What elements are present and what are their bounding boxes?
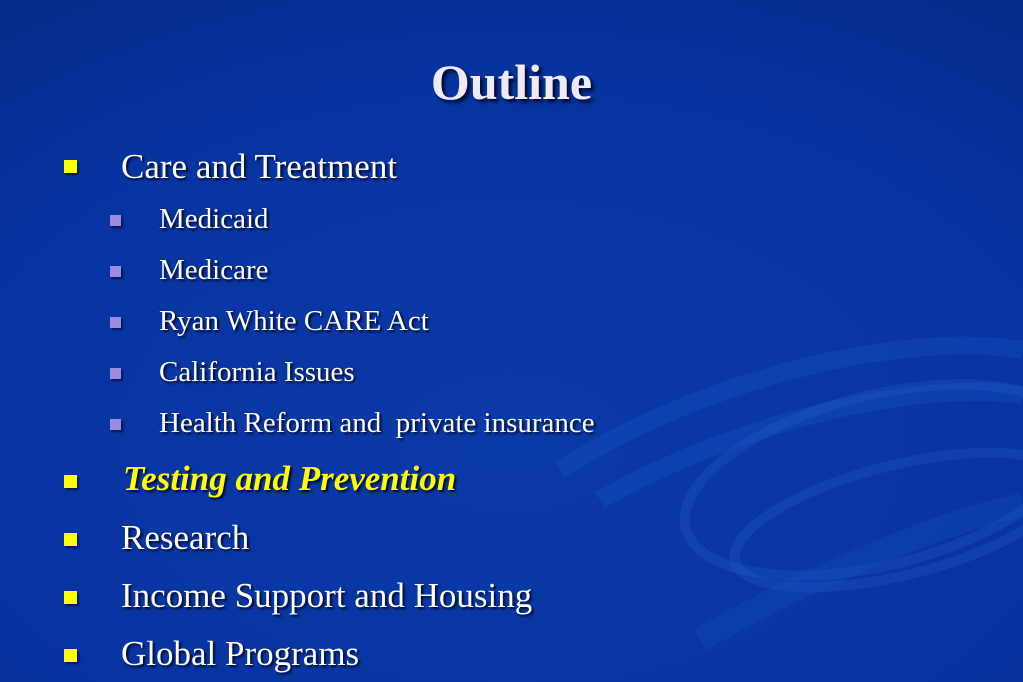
outline-item-label: Care and Treatment [121, 147, 398, 186]
outline-item-label: Income Support and Housing [121, 576, 533, 615]
outline-subitem-medicaid [0, 198, 1023, 242]
outline-subitem-label: Ryan White CARE Act [159, 305, 429, 337]
outline-subitem-label: California Issues [159, 356, 355, 388]
outline-subitem-california-issues [0, 351, 1023, 395]
outline-item-label: Research [121, 518, 250, 557]
slide-title: Outline [430, 54, 593, 110]
square-bullet-icon [64, 649, 77, 662]
square-sub-bullet-icon [110, 317, 121, 328]
square-bullet-icon [64, 475, 77, 488]
outline-item-testing-and-prevention [0, 456, 1023, 500]
outline-subitem-label: Medicaid [159, 203, 269, 235]
outline-item-global-programs [0, 631, 1023, 675]
square-bullet-icon [64, 533, 77, 546]
outline-item-care-and-treatment [0, 144, 1023, 188]
outline-item-label-highlighted: Testing and Prevention [123, 459, 457, 498]
outline-item-income-support [0, 573, 1023, 617]
square-bullet-icon [64, 591, 77, 604]
outline-item-research [0, 515, 1023, 559]
outline-subitem-medicare [0, 249, 1023, 293]
outline-subitem-label: Health Reform and private insurance [159, 407, 595, 439]
square-sub-bullet-icon [110, 215, 121, 226]
square-sub-bullet-icon [110, 419, 121, 430]
square-sub-bullet-icon [110, 368, 121, 379]
outline-subitem-health-reform [0, 402, 1023, 446]
outline-subitem-label: Medicare [159, 254, 269, 286]
square-bullet-icon [64, 160, 77, 173]
outline-item-label: Global Programs [121, 634, 360, 673]
square-sub-bullet-icon [110, 266, 121, 277]
outline-subitem-ryan-white [0, 300, 1023, 344]
